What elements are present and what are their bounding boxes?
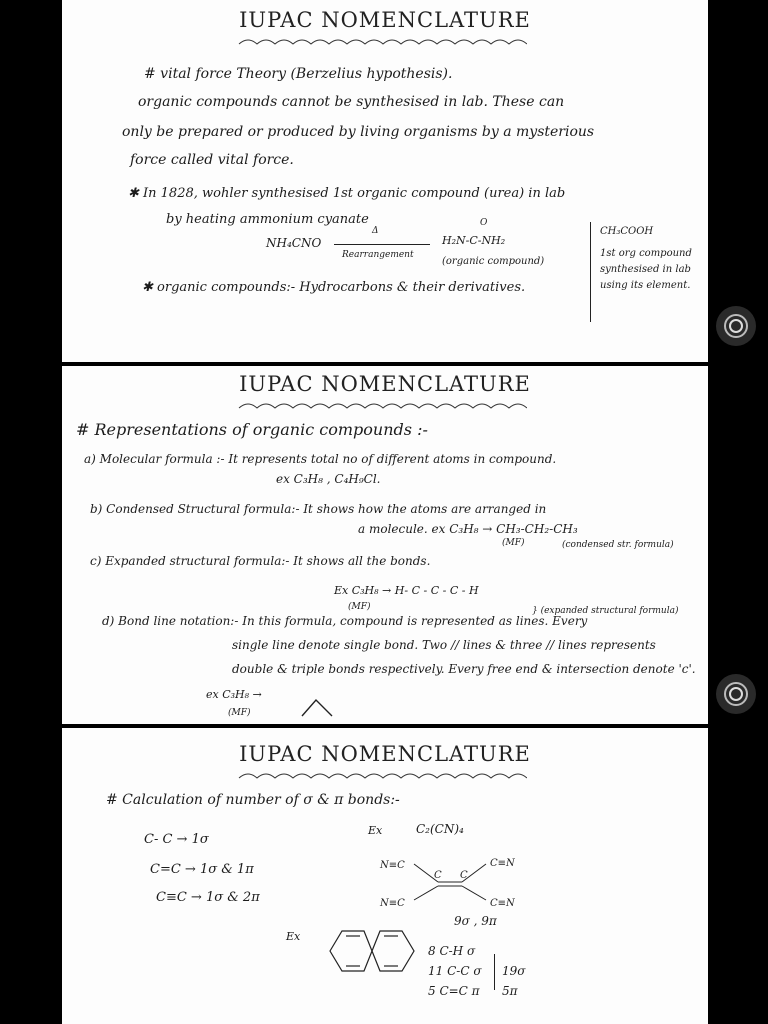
p1-point1b: by heating ammonium cyanate: [166, 212, 369, 227]
product-label: (organic compound): [442, 256, 545, 267]
sigma-pi-heading: # Calculation of number of σ & π bonds:-: [106, 792, 400, 808]
side-note-2: 1st org compound: [600, 248, 692, 259]
item-b: b) Condensed Structural formula:- It shows how the atoms are arranged in: [90, 502, 547, 516]
example-label: Ex: [368, 824, 383, 837]
item-d: d) Bond line notation:- In this formula, compound is represented as lines. Every: [102, 614, 588, 628]
arrow-bottom: Rearrangement: [342, 250, 414, 260]
count-pi: 5 C=C π: [428, 984, 480, 998]
side-note-3: synthesised in lab: [600, 264, 691, 275]
divider: [590, 222, 591, 322]
count-ch: 8 C-H σ: [428, 944, 476, 958]
page-2: [62, 366, 708, 724]
count-cc: 11 C-C σ: [428, 964, 482, 978]
svg-text:C≡N: C≡N: [490, 858, 515, 869]
side-note-1: CH₃COOH: [600, 226, 654, 237]
product-oxygen: O: [480, 218, 488, 228]
reaction-arrow: [334, 244, 430, 245]
total-sigma: 19σ: [502, 964, 526, 978]
rule-double: C=C → 1σ & 1π: [150, 862, 254, 877]
item-d-example: ex C₃H₈ →: [206, 688, 262, 701]
arrow-top: Δ: [372, 226, 379, 236]
representations-heading: # Representations of organic compounds :-: [76, 420, 428, 439]
swirl-glyph-icon: [716, 674, 756, 714]
example-formula: C₂(CN)₄: [416, 822, 464, 836]
svg-text:N≡C: N≡C: [380, 860, 405, 871]
page-1: [62, 0, 708, 362]
swirl-icon[interactable]: [716, 674, 756, 714]
p1-line2: only be prepared or produced by living organisms by a mysterious: [122, 124, 595, 140]
item-b-note: (condensed str. formula): [562, 540, 674, 550]
item-c: c) Expanded structural formula:- It shows all the bonds.: [90, 554, 431, 568]
swirl-glyph-icon: [716, 306, 756, 346]
example-2-label: Ex: [286, 930, 301, 943]
total-pi: 5π: [502, 984, 518, 998]
item-c-note: } (expanded structural formula): [532, 606, 679, 616]
bond-line-propane: [300, 696, 336, 720]
item-d-2: single line denote single bond. Two // lines & three // lines represents: [232, 638, 656, 652]
title-underline: [237, 36, 527, 50]
item-d-3: double & triple bonds respectively. Every free end & intersection denote 'c'.: [232, 662, 696, 676]
product: H₂N-C-NH₂: [442, 234, 506, 247]
naphthalene-structure: [320, 918, 420, 984]
svg-text:N≡C: N≡C: [380, 898, 405, 909]
item-a: a) Molecular formula :- It represents total no of different atoms in compound.: [84, 452, 557, 466]
vital-force-heading: # vital force Theory (Berzelius hypothesis).: [144, 66, 453, 82]
rule-triple: C≡C → 1σ & 2π: [156, 890, 260, 905]
p1-line3: force called vital force.: [130, 152, 294, 168]
page-3: [62, 728, 708, 1024]
p1-point2: ✱ organic compounds:- Hydrocarbons & their derivatives.: [142, 280, 526, 295]
rule-single: C- C → 1σ: [144, 832, 209, 847]
tally-divider: [494, 954, 495, 990]
svg-text:C: C: [434, 870, 442, 881]
item-a-example: ex C₃H₈ , C₄H₉Cl.: [276, 472, 381, 486]
swirl-icon[interactable]: [716, 306, 756, 346]
item-b-2: a molecule. ex C₃H₈ → CH₃-CH₂-CH₃: [358, 522, 578, 536]
reactant: NH₄CNO: [266, 236, 322, 250]
title-underline: [237, 400, 527, 414]
item-c-example: Ex C₃H₈ → H- C - C - C - H: [334, 584, 479, 597]
item-c-mf: (MF): [348, 602, 371, 612]
p1-line1: organic compounds cannot be synthesised in lab. These can: [138, 94, 565, 110]
side-note-4: using its element.: [600, 280, 691, 291]
example-count: 9σ , 9π: [454, 914, 497, 928]
page-3-title: IUPAC NOMENCLATURE: [239, 742, 531, 766]
page-2-title: IUPAC NOMENCLATURE: [239, 372, 531, 396]
title-underline: [237, 770, 527, 784]
p1-point1: ✱ In 1828, wohler synthesised 1st organic compound (urea) in lab: [128, 186, 566, 201]
item-d-mf: (MF): [228, 708, 251, 718]
page-1-title: IUPAC NOMENCLATURE: [239, 8, 531, 32]
item-b-mf: (MF): [502, 538, 525, 548]
tetracyanoethylene-structure: [378, 842, 548, 920]
svg-text:C: C: [460, 870, 468, 881]
svg-text:C≡N: C≡N: [490, 898, 515, 909]
